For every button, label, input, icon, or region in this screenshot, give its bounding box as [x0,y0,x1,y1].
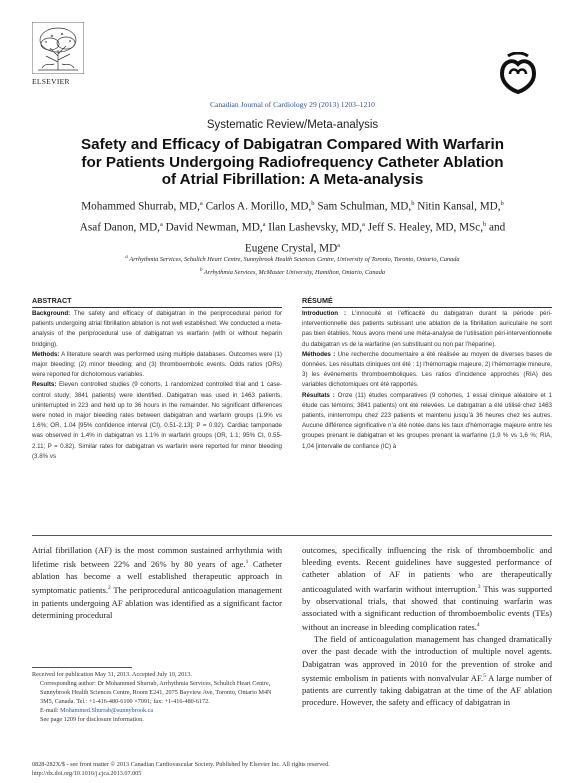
journal-citation[interactable]: Canadian Journal of Cardiology 29 (2013) 1203–1210 [210,100,375,109]
doi-link[interactable]: http://dx.doi.org/10.1016/j.cjca.2013.07.005 [32,770,142,777]
received-date: Received for publication May 31, 2013. Accepted July 10, 2013. [32,671,192,678]
author-line-2 [30,216,555,237]
author-affil-sup: b [483,221,487,229]
author-affil-sup: a [337,242,341,250]
footnotes [32,670,282,725]
body-paragraph: The field of anticoagulation management has changed dramatically over the past decade with the introduction of multiple novel agents. Dabigatran was approved in 2010 for the prevention of stroke and systemic embolism in patients with nonvalvular AF.$^5$ A large number of patients are currently taking dabigatran at the time of the AF ablation procedure. However, the safety and efficacy of dabigatran in [302,634,553,708]
resume-body [302,309,552,452]
author-affil-sup: a [362,221,365,229]
author-name: Nitin Kansal, MD, [414,200,501,213]
section-label: Résultats : [302,391,335,399]
copyright-footer [32,760,552,778]
abstract-results: Eleven controlled studies (9 cohorts, 1 randomized controlled trial and 1 case-control study; 3841 patients) were identified. Dabigatran was used in 1463 patients, uninterrupted in 223 and held up to 36 hours in the remainder. No significant differences were noted in major bleeding rates between dabigatran and warfarin groups (1.9% vs 1.6%; OR, 1.04 [95% confidence interval (CI), 0.51-2.13]; P = 0.92). Cardiac tamponade was observed in 1.4% in dabigatran vs 1.1% in warfarin groups (OR, 1.1; 95% CI, 0.55-2.11; P = 0.82). Similar rates for dabigatran vs warfarin were reported for minor bleeding (3.8% vs [32,381,282,460]
author-line-1 [30,195,555,216]
heart-emblem-icon [496,52,540,94]
author-affil-sup: a [199,200,203,207]
author-affil-sup: a [159,221,163,229]
elsevier-tree-icon [32,22,84,74]
journal-society-logo [496,52,540,94]
body-paragraph: Atrial fibrillation (AF) is the most common sustained arrhythmia with lifetime risk between 22% and 26% by 80 years of age.$^1$ Catheter ablation has become a well established therapeutic approach in symptomatic patients.$^2$ The periprocedural anticoagulation management in patients undergoing AF ablation was identified as a significant factor determining procedural [32,545,282,620]
affiliations [0,252,585,278]
author-affil-sup: a [262,221,266,229]
elsevier-logo [32,22,84,84]
abstract-body [32,309,282,462]
author-affil-sup: b [500,200,504,207]
affiliation-b: $^b$ Arrhythmia Services, McMaster University, Hamilton, Ontario, Canada [199,268,386,277]
author-conjunction: and [486,221,506,234]
abstract-background: The safety and efficacy of dabigatran in the periprocedural period for patients undergoing atrial fibrillation ablation is not well established. We conducted a meta-analysis of the periprocedural use of dabigatran vs warfarin (with or without heparin bridging). [32,310,282,348]
resume-introduction: L’innocuité et l’efficacité du dabigatran durant la période péri-interventionnelle des patients subissant une ablation de la fibrillation auriculaire ne sont pas bien établies. Nous avons mené une méta-analyse de l’utilisation péri-interventionnelle du dabigatran vs de la warfarine (en substituant ou non par l’héparine). [302,310,552,348]
author-name: Ilan Lashevsky, MD, [265,221,363,234]
citation-ref[interactable]: 5 [483,672,486,679]
abstract-english [32,296,282,462]
footnote-divider [32,667,132,668]
abstract-methods: A literature search was performed using multiple databases. Outcomes were (1) major bleeding; (2) minor bleeding; and (3) thromboembolic events. Odds ratios (ORs) were reported for dichotomous variables. [32,350,282,379]
citation-ref[interactable]: 3 [477,583,481,590]
abstract-heading: ABSTRACT [32,296,282,308]
citation-ref[interactable]: 4 [476,622,480,629]
article-title [40,136,545,189]
affiliation-a: $^a$ Arrhythmia Services, Schulich Heart Centre, Sunnybrook Health Sciences Centre, University of Toronto, Toronto, Ontario, Canada [125,255,460,264]
author-name: Sam Schulman, MD, [314,200,412,213]
author-affil-sup: b [411,200,415,207]
citation-ref[interactable]: 1 [245,559,249,566]
abstract-french [302,296,552,452]
title-line-3: of Atrial Fibrillation: A Meta-analysis [161,171,424,188]
author-affil-sup: b [311,200,315,207]
article-type: Systematic Review/Meta-analysis [206,119,379,131]
body-paragraph: outcomes, specifically influencing the risk of thromboembolic and bleeding events. Recent guidelines have suggested performance of catheter ablation of AF in patients who are therapeutically anticoagulated with warfarin without interruption.$^3$ This was supported by observational trials, that showed that continuing warfarin was associated with a significant reduction of thromboembolic events (TEs) without an increase in bleeding complication rates.$^4$ [302,545,552,632]
section-label: Méthodes : [302,350,336,358]
author-name: Jeff S. Healey, MD, MSc, [364,221,483,234]
author-name: David Newman, MD, [162,221,263,234]
resume-methodes: Une recherche documentaire a été réalisée au moyen de diverses bases de données. Les résultats cliniques ont été : 1) l’hémorragie majeure, 2) l’hémorragie mineure, 3) les événements thromboemboliques. Les ratios d’incidence approchés (RIA) des variables dichotomiques ont été rapportés. [302,350,552,389]
author-name: Asaf Danon, MD, [79,221,160,234]
corresponding-author: Corresponding author: Dr Mohammed Shurrab, Arrhythmia Services, Schulich Heart Centre, Sunnybrook Health Sciences Centre, Room E241, 2075 Bayview Ave, Toronto, Ontario M4N 3M5, Canada. Tel.: +1-416-480-6100 ×7091; fax: +1-416-480-6172. [40,680,272,706]
author-list [30,195,555,259]
resume-resultats: Onze (11) études comparatives (9 cohortes, 1 essai clinique aléatoire et 1 étude cas témoins; 3841 patients) ont été relevées. Le dabigatran a été utilisé chez 1463 patients, ininterrompu chez 223 patients et maintenu jusqu’à 36 heures chez les autres. Aucune différence significative n’a été notée dans les taux d’hémorragie majeure entre les groupes prenant le dabigatran et les groupes prenant la warfarine (1,9 % vs 1,6 %; RIA, 1,04 [intervalle de confiance (IC) à [302,391,552,450]
section-label: Background: [32,310,71,317]
section-label: Results: [32,381,57,389]
email-line: E-mail: Mohammed.Shurrab@sunnybrook.ca [40,707,154,715]
disclosure-note: See page 1209 for disclosure information. [40,716,144,724]
section-label: Methods: [32,350,60,358]
publisher-name: ELSEVIER [32,77,70,86]
author-name: Carlos A. Morillo, MD, [202,200,312,213]
resume-heading: RÉSUMÉ [302,296,552,308]
title-line-2: for Patients Undergoing Radiofrequency Catheter Ablation [81,153,504,171]
body-column-right [302,544,552,708]
abstract-divider [32,535,552,536]
title-line-1: Safety and Efficacy of Dabigatran Compared With Warfarin [81,136,504,153]
author-name: Mohammed Shurrab, MD, [81,200,200,213]
author-name: Eugene Crystal, MD [244,243,338,256]
citation-ref[interactable]: 2 [108,585,111,592]
body-column-left [32,544,282,621]
email-link[interactable]: Mohammed.Shurrab@sunnybrook.ca [60,707,154,715]
section-label: Introduction : [302,310,347,317]
copyright-line: 0828-282X/$ - see front matter © 2013 Canadian Cardiovascular Society. Published by Elsevier Inc. All rights reserved. [32,761,330,768]
